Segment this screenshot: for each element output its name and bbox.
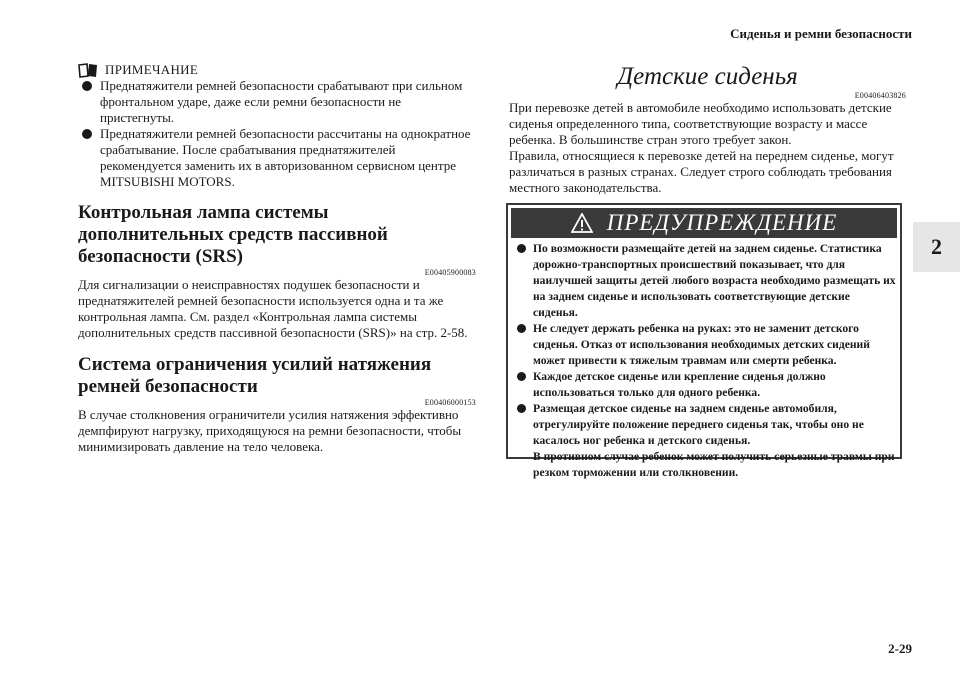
bullet-dot (517, 324, 526, 333)
warning-box (506, 203, 902, 479)
chapter-tab: 2 (913, 222, 960, 272)
note-heading (78, 62, 476, 78)
left-column (78, 62, 476, 455)
srs-code: E00405900083 (424, 268, 476, 277)
bullet-dot (82, 81, 92, 91)
note-list (78, 78, 476, 190)
warning-item: Не следует держать ребенка на руках: это не заменит детского сиденья. Отказ от использования необходимых детских сидений может привести к тяжелым травмам или смерти ребенка. (511, 321, 897, 369)
srs-heading: Контрольная лампа системы дополнительных средств пассивной безопасности (SRS) (78, 202, 388, 267)
bullet-dot (517, 244, 526, 253)
child-seats-code: E00406403826 (854, 91, 906, 100)
warning-label: ПРЕДУПРЕЖДЕНИЕ (606, 210, 838, 235)
section-header: Сиденья и ремни безопасности (730, 26, 912, 41)
limiter-code: E00406000153 (424, 398, 476, 407)
note-item: Преднатяжители ремней безопасности срабатывают при сильном фронтальном ударе, даже если ремни безопасности не пристегнуты. (78, 78, 476, 126)
bullet-dot (82, 129, 92, 139)
warning-triangle-icon (571, 213, 593, 233)
note-item: Преднатяжители ремней безопасности рассчитаны на однократное срабатывание. После срабатывания преднатяжителей рекомендуется заменить их в авторизованном сервисном центре MITSUBISHI MOTORS. (78, 126, 476, 190)
srs-text: Для сигнализации о неисправностях подушек безопасности и преднатяжителей ремней безопасности используется одна и та же контрольная лампа. См. раздел «Контрольная лампа системы дополнительных средств пассивной безопасности (SRS)» на стр. 2-58. (78, 277, 468, 340)
warning-continuation: В противном случае ребенок может получить серьезные травмы при резком торможении или столкновении. (533, 450, 895, 479)
note-icon (78, 63, 98, 78)
child-seats-heading: Детские сиденья (617, 63, 798, 90)
page-number: 2-29 (888, 641, 912, 656)
bullet-dot (517, 404, 526, 413)
child-seats-para-2: Правила, относящиеся к перевозке детей на переднем сиденье, могут различаться в разных странах. Следует строго соблюдать требования местного законодательства. (509, 148, 894, 195)
bullet-dot (517, 372, 526, 381)
warning-list (511, 241, 897, 449)
note-label: ПРИМЕЧАНИЕ (105, 62, 199, 77)
warning-header (511, 208, 897, 238)
limiter-heading: Система ограничения усилий натяжения ремней безопасности (78, 354, 432, 397)
limiter-text: В случае столкновения ограничители усилия натяжения эффективно демпфируют нагрузку, приходящуюся на ремни безопасности, чтобы минимизировать давление на тело человека. (78, 407, 462, 454)
warning-item: Размещая детское сиденье на заднем сиденье автомобиля, отрегулируйте положение переднего сиденья так, чтобы оно не касалось ног ребенка и детского сиденья. (511, 401, 897, 449)
right-column (509, 62, 906, 196)
warning-item: Каждое детское сиденье или крепление сиденья должно использоваться только для одного ребенка. (511, 369, 897, 401)
warning-item: По возможности размещайте детей на заднем сиденье. Статистика дорожно-транспортных происшествий показывает, что для наилучшей защиты детей любого возраста необходимо размещать их на заднем сиденье и использовать соответствующие детские сиденья. (511, 241, 897, 321)
child-seats-para-1: При перевозке детей в автомобиле необходимо использовать детские сиденья определенного типа, соответствующие возрасту и массе ребенка. В большинстве стран этого требует закон. (509, 100, 892, 147)
